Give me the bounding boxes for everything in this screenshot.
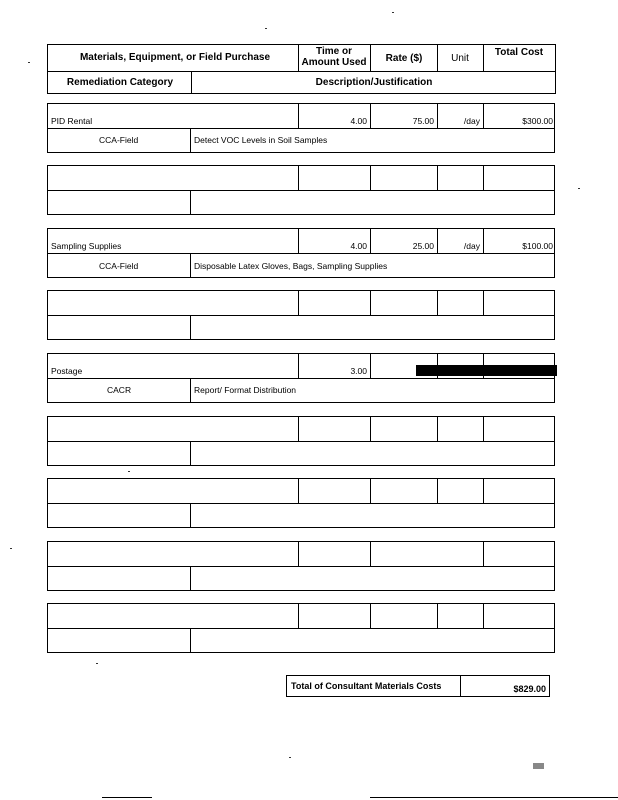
- item-amount: 4.00: [350, 241, 367, 251]
- summary-total: $829.00: [513, 684, 546, 694]
- item-name: Sampling Supplies: [51, 241, 122, 251]
- redaction-bar: [416, 365, 557, 376]
- item-rate: 25.00: [412, 241, 434, 251]
- header-remediation-category: Remediation Category: [66, 77, 174, 88]
- header-time-amount: Time or Amount Used: [301, 46, 367, 68]
- item-category: CACR: [107, 385, 132, 395]
- item-category: CCA-Field: [99, 261, 139, 271]
- header-unit: Unit: [451, 53, 469, 64]
- item-unit: /day: [463, 241, 480, 251]
- item-unit: /day: [463, 116, 480, 126]
- item-amount: 3.00: [350, 366, 367, 376]
- item-name: PID Rental: [51, 116, 93, 126]
- item-description: Detect VOC Levels in Soil Samples: [194, 135, 328, 145]
- item-category: CCA-Field: [99, 135, 139, 145]
- item-description: Disposable Latex Gloves, Bags, Sampling Supplies: [194, 261, 388, 271]
- item-name: Postage: [51, 366, 83, 376]
- bottom-rule-short: [102, 797, 152, 798]
- item-total: $300.00: [522, 116, 553, 126]
- item-amount: 4.00: [350, 116, 367, 126]
- header-divider: [47, 71, 556, 72]
- corner-mark: [533, 763, 544, 769]
- header-materials: Materials, Equipment, or Field Purchase: [79, 52, 271, 63]
- header-rate: Rate ($): [385, 53, 423, 64]
- item-description: Report/ Format Distribution: [194, 385, 297, 395]
- summary-label: Total of Consultant Materials Costs: [291, 681, 442, 691]
- bottom-rule: [370, 797, 618, 798]
- header-total-cost: Total Cost: [494, 47, 544, 58]
- item-rate: 75.00: [412, 116, 434, 126]
- header-description: Description/Justification: [315, 77, 433, 88]
- item-total: $100.00: [522, 241, 553, 251]
